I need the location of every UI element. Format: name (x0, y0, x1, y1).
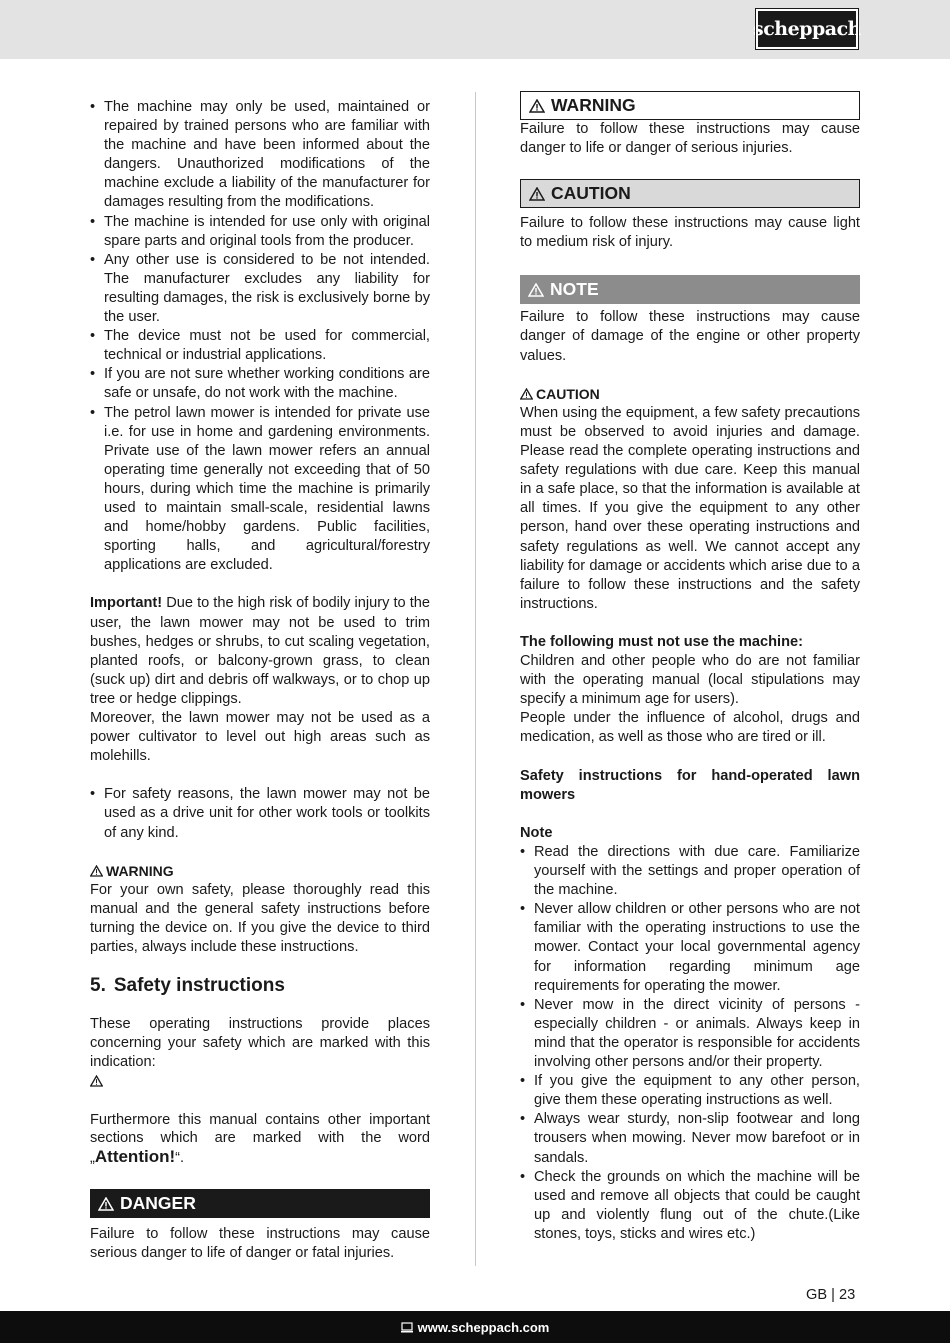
warning-box (520, 91, 860, 120)
warning-heading (90, 862, 430, 881)
warning-triangle-icon (520, 388, 533, 400)
danger-text: Failure to follow these instructions may cause serious danger to life of danger or fatal injuries. (90, 1226, 430, 1262)
list-item: • The machine may only be used, maintained or repaired by trained persons who are familiar with the machine and have been informed about the dangers. Unauthorized modifications of the machine exclude a liability of the manufacturer for damages resulting from the modifications. (90, 98, 430, 213)
column-divider (475, 92, 476, 1266)
note-box-label: NOTE (550, 279, 599, 300)
caution-label: CAUTION (536, 385, 600, 402)
right-column (520, 91, 860, 1244)
note-heading-text: Note (520, 824, 553, 841)
furthermore-text: Furthermore this manual contains other important sections which are marked with the word „ (90, 1111, 430, 1166)
warning-triangle-icon (529, 187, 545, 201)
warning-triangle-icon (528, 283, 544, 297)
warning-box-text: Failure to follow these instructions may cause danger to life or danger of serious injuries. (520, 121, 860, 157)
note-heading (520, 824, 860, 843)
list-item: • If you give the equipment to any other person, give them these operating instructions as well. (520, 1072, 860, 1110)
caution-text: When using the equipment, a few safety precautions must be observed to avoid injuries and damage. Please read the complete operating instructions and safety regulations with due care. Keep this manual in a safe place, so that the information is available at all times. If you give the equipment to any other person, hand over these operating instructions and safety regulations as well. We cannot accept any liability for damage or accidents which arise due to a failure to follow these instructions and the safety instructions. (520, 404, 860, 612)
caution-box-label: CAUTION (551, 183, 631, 204)
section-number: 5. (90, 975, 106, 997)
website-link[interactable]: www.scheppach.com (417, 1319, 550, 1335)
intended-use-list (90, 98, 430, 575)
list-item: • For safety reasons, the lawn mower may not be used as a drive unit for other work tools or toolkits of any kind. (90, 785, 430, 842)
warning-box-label: WARNING (551, 94, 636, 115)
list-item: • Never allow children or other persons who are not familiar with the operating instructions to use the mower. Contact your local governmental agency for information regarding minimum age requirements for operating the mower. (520, 900, 860, 995)
list-item: • If you are not sure whether working conditions are safe or unsafe, do not work with the machine. (90, 365, 430, 403)
note-box-text: Failure to follow these instructions may cause danger of damage of the engine or other property values. (520, 309, 860, 364)
important-text: Due to the high risk of bodily injury to the user, the lawn mower may not be used to trim bushes, hedges or shrubs, to cut scaling vegetation, planted roofs, or balcony-grown grass, to clean (suck up) dirt and debris off walkways, or to chop up tree or hedge clippings. (90, 595, 430, 707)
warning-triangle-icon (90, 1075, 103, 1087)
furthermore-paragraph (90, 1111, 430, 1168)
moreover-paragraph: Moreover, the lawn mower may not be used as a power cultivator to level out high areas such as molehills. (90, 710, 430, 765)
important-paragraph (90, 594, 430, 709)
important-label: Important! (90, 595, 163, 612)
brand-logo: scheppach (756, 9, 858, 49)
list-item: • Check the grounds on which the machine will be used and remove all objects that could be caught up and violently flung out of the chute.(Like stones, toys, sticks and wires etc.) (520, 1168, 860, 1244)
note-box (520, 275, 860, 304)
warning-triangle-icon (529, 99, 545, 113)
danger-label: DANGER (120, 1193, 196, 1214)
list-item: • Never mow in the direct vicinity of persons - especially children - or animals. Always keep in mind that the operator is responsible for accidents involving other persons and/or their property. (520, 996, 860, 1072)
must-not-text: Children and other people who do are not familiar with the operating manual (local stipulations may specify a minimum age for users). (520, 653, 860, 708)
danger-box (90, 1189, 430, 1218)
hand-mower-heading (520, 767, 860, 805)
section-title: Safety instructions (113, 975, 285, 997)
hand-mower-heading-text: Safety instructions for hand-operated lawn mowers (520, 767, 860, 803)
computer-icon (401, 1322, 413, 1333)
list-item: • Always wear sturdy, non-slip footwear and long trousers when mowing. Never mow barefoot or in sandals. (520, 1110, 860, 1167)
list-item: • Read the directions with due care. Familiarize yourself with the settings and proper operation of the machine. (520, 843, 860, 900)
must-not-text: People under the influence of alcohol, drugs and medication, as well as those who are tired or ill. (520, 710, 860, 746)
indication-symbol-line (90, 1073, 430, 1092)
drive-unit-list (90, 785, 430, 842)
list-item: • The machine is intended for use only with original spare parts and original tools from the producer. (90, 213, 430, 251)
left-column (90, 98, 430, 1263)
list-item: • The petrol lawn mower is intended for private use i.e. for use in home and gardening environments. Private use of the lawn mower refers an annual operating time generally not exceeding that of 50 hours, during which time the machine is primarily used to maintain small-scale, residential lawns and home/hobby gardens. Public facilities, sporting halls, and agricultural/forestry applications are excluded. (90, 404, 430, 576)
list-item: • Any other use is considered to be not intended. The manufacturer excludes any liability for resulting damages, the risk is exclusively borne by the user. (90, 251, 430, 327)
caution-box (520, 179, 860, 208)
safety-intro: These operating instructions provide places concerning your safety which are marked with this indication: (90, 1016, 430, 1071)
caution-box-text: Failure to follow these instructions may cause light to medium risk of injury. (520, 215, 860, 251)
must-not-heading (520, 633, 860, 652)
caution-heading (520, 385, 860, 404)
page-number: GB | 23 (806, 1287, 856, 1303)
warning-label: WARNING (106, 862, 174, 879)
list-item: • The device must not be used for commercial, technical or industrial applications. (90, 327, 430, 365)
warning-text: For your own safety, please thoroughly read this manual and the general safety instructions before turning the device on. If you give the device to third parties, always include these instructions. (90, 881, 430, 956)
furthermore-end: “. (175, 1149, 185, 1166)
warning-triangle-icon (98, 1197, 114, 1211)
attention-word: Attention! (94, 1146, 176, 1166)
must-not-heading-text: The following must not use the machine: (520, 633, 803, 650)
note-list (520, 843, 860, 1244)
footer-band (0, 1311, 950, 1343)
section-heading (90, 974, 430, 998)
warning-triangle-icon (90, 865, 103, 877)
